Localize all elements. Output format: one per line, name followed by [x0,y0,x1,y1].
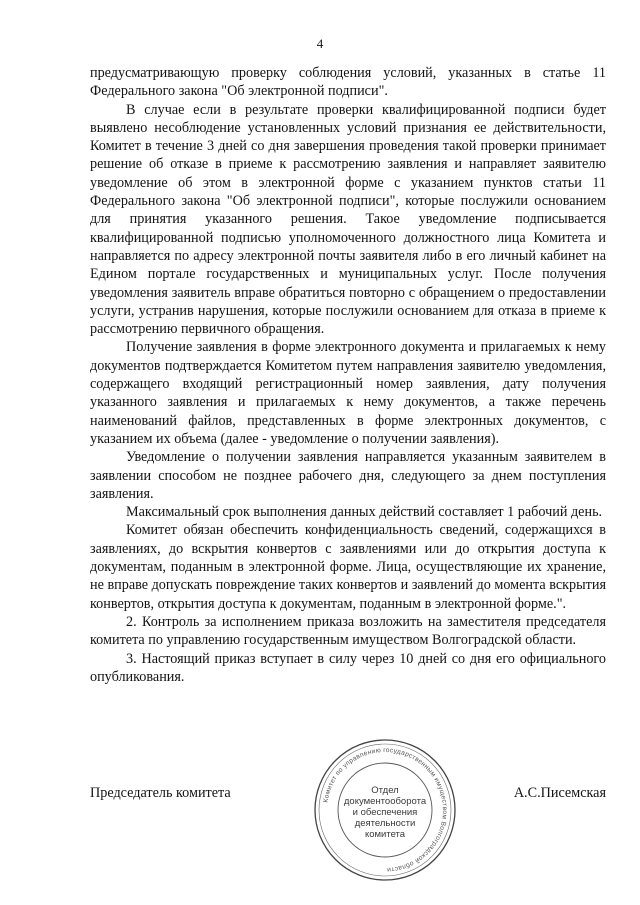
paragraph-max-term: Максимальный срок выполнения данных действий составляет 1 рабочий день. [126,504,603,521]
paragraph-signature-check-refusal: В случае если в результате проверки квалифицированной подписи будет выявлено несоблюдение установленных условий признания ее действительности, Комитет в течение 3 дней со дня завершения проведения такой проверки принимает решение об отказе в приеме к рассмотрению заявления и направляет заявителю уведомление об этом в электронной форме с указанием пунктов статьи 11 Федерального закона "Об электронной подписи", которые послужили основанием для принятия указанного решения. Такое уведомление подписывается квалифицированной подписью уполномоченного должностного лица Комитета и направляется по адресу электронной почты заявителя либо в его личный кабинет на Едином портале государственных и муниципальных услуг. После получения уведомления заявитель вправе обратиться повторно с обращением о предоставлении услуги, устранив нарушения, которые послужили основанием для отказа в приеме к рассмотрению первичного обращения. [90,101,606,338]
stamp-center-line: Отдел [371,785,399,796]
paragraph-effective-date: 3. Настоящий приказ вступает в силу через 10 дней со дня его официального опубликования. [90,650,606,685]
signatory-name: А.С.Писемская [513,785,606,801]
paragraph-confidentiality: Комитет обязан обеспечить конфиденциальность сведений, содержащихся в заявлениях, до вскрытия конвертов с заявлениями или до открытия доступа к документам, поданным в электронной форме. Лица, осуществляющие их хранение, не вправе допускать повреждение таких конвертов и заявлений до момента вскрытия конвертов, открытия доступа к документам, поданным в электронной форме.". [90,522,606,612]
stamp-center-line: и обеспечения [352,807,418,818]
paragraph-continuation: предусматривающую проверку соблюдения условий, указанных в статье 11 Федерального закона "Об электронной подписи". [90,65,606,100]
paragraph-control-clause: 2. Контроль за исполнением приказа возложить на заместителя председателя комитета по управлению государственным имуществом Волгоградской области. [90,613,606,649]
stamp-center-line: документооборота [343,796,427,807]
stamp-center-line: комитета [364,829,406,840]
stamp-center-text [310,785,460,840]
stamp-center-line: деятельности [354,818,416,829]
paragraph-receipt-confirmation: Получение заявления в форме электронного документа и прилагаемых к нему документов подтверждается Комитетом путем направления заявителю уведомления, содержащего входящий регистрационный номер заявления, дату получения указанного заявления и прилагаемых к нему документов, а также перечень наименований файлов, представленных в форме электронных документов, с указанием их объема (далее - уведомление о получении заявления). [90,339,606,447]
paragraph-notification-delivery: Уведомление о получении заявления направляется указанным заявителем в заявлении способом не позднее рабочего дня, следующего за днем поступления заявления. [90,449,606,502]
page-number: 4 [316,36,324,51]
official-stamp [310,735,460,885]
stamp-ring-text: Комитет по управлению государственным имуществом Волгоградской области [322,746,449,873]
signatory-role: Председатель комитета [90,785,231,801]
document-body [90,64,606,686]
